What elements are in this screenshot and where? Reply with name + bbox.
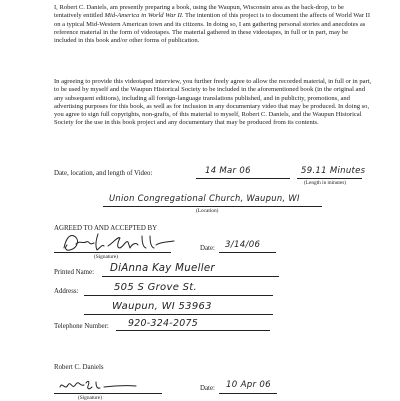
telephone-line [116,330,270,331]
printed-name-line [102,276,279,277]
interviewee-signature-caption: (Signature) [94,254,118,260]
video-details-label: Date, location, and length of Video: [54,170,153,177]
address-line-1 [84,295,273,296]
printed-name-value: DiAnna Kay Mueller [110,263,215,274]
intro-paragraph [54,4,372,45]
video-location-value: Union Congregational Church, Waupun, WI [109,193,300,203]
daniels-date-value: 10 Apr 06 [226,380,271,390]
video-date-line [196,178,290,179]
address-line1-value: 505 S Grove St. [114,282,197,293]
interviewee-signature [58,230,178,254]
agreed-date-line [219,252,276,253]
address-line-2 [84,314,273,315]
agreed-date-value: 3/14/06 [225,240,261,250]
agreement-paragraph: In agreeing to provide this videotaped interview, you further freely agree to allow the recorded material, in full or in part, to be used by myself and the Waupun Historical Society to be included in the aforementioned book (in the original and any subsequent editions), including all foreign-language translations published, and in publicity, promotions, and advertising purposes for this book, as well as for inclusion in any documentary video that may be produced. In doing so, you agree to sign full copyrights, non-grafts, of this material to myself, Robert C. Daniels, and the Waupun Historical Society for the use in this book project and any documentary that may be produced from its contents. [54,78,372,127]
intro-text-start: I, Robert C. Daniels, am presently preparing a book, using the Waupun, Wisconsin area as the back-drop, to be tentatively entitled [54,4,344,20]
daniels-name: Robert C. Daniels [54,364,104,371]
location-line [103,206,322,207]
book-title: Mid-America in World War II [104,12,182,20]
video-length-line [297,178,362,179]
daniels-signature-caption: (Signature) [78,395,102,401]
telephone-value: 920-324-2075 [128,318,199,329]
video-length-value: 59.11 Minutes [301,166,366,176]
daniels-date-label: Date: [200,385,215,392]
address-label: Address: [54,288,79,295]
agreed-heading: AGREED TO AND ACCEPTED BY [54,225,158,232]
agreed-date-label: Date: [200,245,215,252]
length-caption: (Length in minutes) [304,180,347,186]
address-line2-value: Waupun, WI 53963 [112,301,212,312]
location-caption: (Location) [196,208,219,214]
intro-text-end: . The intention of this project is to document the affects of World War II on a typical Mid-Western American town and its citizens. In doing so, I am gathering personal stories and anecdotes as reference material in the form of videotapes. The material gathered in these videotapes, in full or in part, may be included in this book and/or other forms of publication. [54,12,371,44]
printed-name-label: Printed Name: [54,269,94,276]
daniels-date-line [219,393,277,394]
telephone-label: Telephone Number: [54,323,109,330]
daniels-signature [56,377,140,395]
video-date-value: 14 Mar 06 [205,166,251,176]
